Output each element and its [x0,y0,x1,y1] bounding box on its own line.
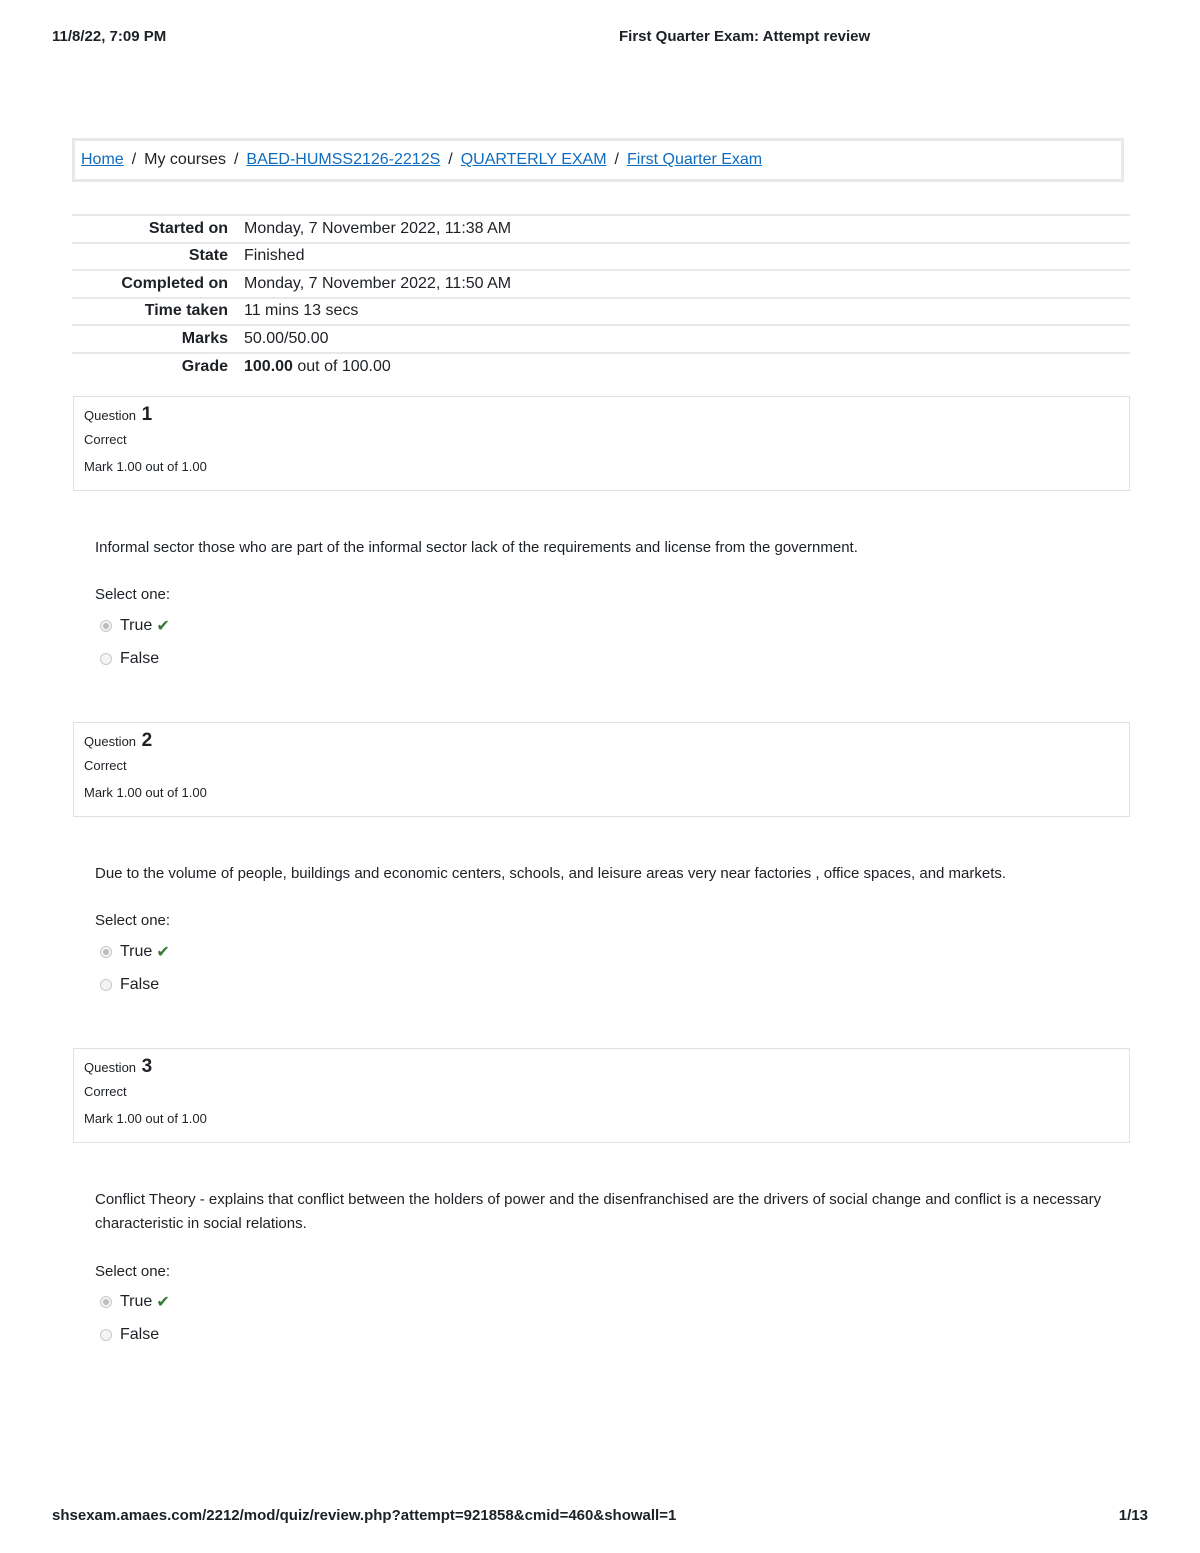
summary-row-time-taken [72,298,1130,326]
summary-value: Monday, 7 November 2022, 11:50 AM [244,274,512,292]
breadcrumb-separator: / [131,151,137,168]
question-text: Due to the volume of people, buildings and economic centers, schools, and leisure areas very near factories , office spaces, and markets. [95,865,1007,882]
question-number-value: 3 [141,1056,153,1077]
question-mark: Mark 1.00 out of 1.00 [84,1111,207,1126]
breadcrumb-separator: / [614,151,619,168]
breadcrumb-course[interactable]: BAED-HUMSS2126-2212S [246,151,441,168]
print-header [52,28,1148,48]
question-info [73,396,1130,491]
question-info [73,722,1130,817]
question-info [73,1048,1130,1143]
answer-option-false[interactable] [100,976,159,994]
question-state: Correct [84,432,127,447]
print-footer [52,1507,1148,1527]
question-mark: Mark 1.00 out of 1.00 [84,785,207,800]
radio-button[interactable] [100,1296,112,1308]
radio-button[interactable] [100,946,112,958]
grade-value: 100.00 [244,357,293,375]
answer-option-false[interactable] [100,1326,159,1344]
print-url: shsexam.amaes.com/2212/mod/quiz/review.php?attempt=921858&cmid=460&showall=1 [52,1507,677,1524]
answer-option-true[interactable] [100,616,170,636]
select-one-prompt: Select one: [95,586,171,603]
summary-row-marks [72,325,1130,353]
check-icon: ✔ [156,618,170,635]
summary-label: State [188,247,228,265]
summary-label: Grade [181,357,228,375]
summary-label: Started on [148,219,228,237]
summary-label: Time taken [144,302,228,320]
breadcrumb-separator: / [233,151,239,168]
radio-button[interactable] [100,620,112,632]
breadcrumb-first-quarter-exam[interactable]: First Quarter Exam [627,151,763,168]
select-one-prompt: Select one: [95,1263,171,1280]
summary-value: Monday, 7 November 2022, 11:38 AM [244,219,512,237]
breadcrumb-separator: / [448,151,453,168]
breadcrumb [72,138,1124,182]
radio-button[interactable] [100,979,112,991]
summary-row-grade [72,353,1130,381]
radio-button[interactable] [100,653,112,665]
breadcrumb-my-courses: My courses [144,151,226,168]
option-label: True [120,617,153,634]
check-icon: ✔ [156,1294,170,1311]
question-state: Correct [84,758,127,773]
select-one-prompt: Select one: [95,912,171,929]
answer-option-true[interactable] [100,942,170,962]
answer-option-true[interactable] [100,1292,170,1312]
print-page-title: First Quarter Exam: Attempt review [619,28,871,45]
question-number-value: 2 [141,730,153,751]
option-label: False [120,1326,160,1343]
question-label: Question [84,1060,137,1075]
summary-value [244,353,1130,381]
option-label: True [120,1293,153,1310]
question-label: Question [84,408,137,423]
summary-label: Marks [181,329,228,347]
grade-out-of: out of 100.00 [292,357,391,375]
question-text: Conflict Theory - explains that conflict between the holders of power and the disenfranchised are the drivers of social change and conflict is a necessary characteristic in social relations. [95,1191,1102,1232]
option-label: True [120,943,153,960]
summary-row-state [72,243,1130,271]
question-number [84,405,1119,426]
print-page-number: 1/13 [1118,1507,1148,1524]
breadcrumb-home[interactable]: Home [81,151,124,168]
answer-option-false[interactable] [100,650,159,668]
question-label: Question [84,734,137,749]
summary-label: Completed on [121,274,228,292]
print-datetime: 11/8/22, 7:09 PM [52,28,167,45]
radio-button[interactable] [100,1329,112,1341]
question-number [84,731,1119,752]
option-label: False [120,650,160,667]
breadcrumb-quarterly-exam[interactable]: QUARTERLY EXAM [460,151,607,168]
summary-value: 50.00/50.00 [244,329,329,347]
question-number-value: 1 [141,404,153,425]
question-state: Correct [84,1084,127,1099]
check-icon: ✔ [156,944,170,961]
question-number [84,1057,1119,1078]
summary-row-completed-on [72,270,1130,298]
attempt-summary-table [72,214,1130,380]
summary-value: Finished [244,247,305,265]
summary-value: 11 mins 13 secs [244,302,359,320]
question-text: Informal sector those who are part of the informal sector lack of the requirements and license from the government. [95,539,858,556]
summary-row-started-on [72,215,1130,243]
question-mark: Mark 1.00 out of 1.00 [84,459,207,474]
option-label: False [120,976,160,993]
